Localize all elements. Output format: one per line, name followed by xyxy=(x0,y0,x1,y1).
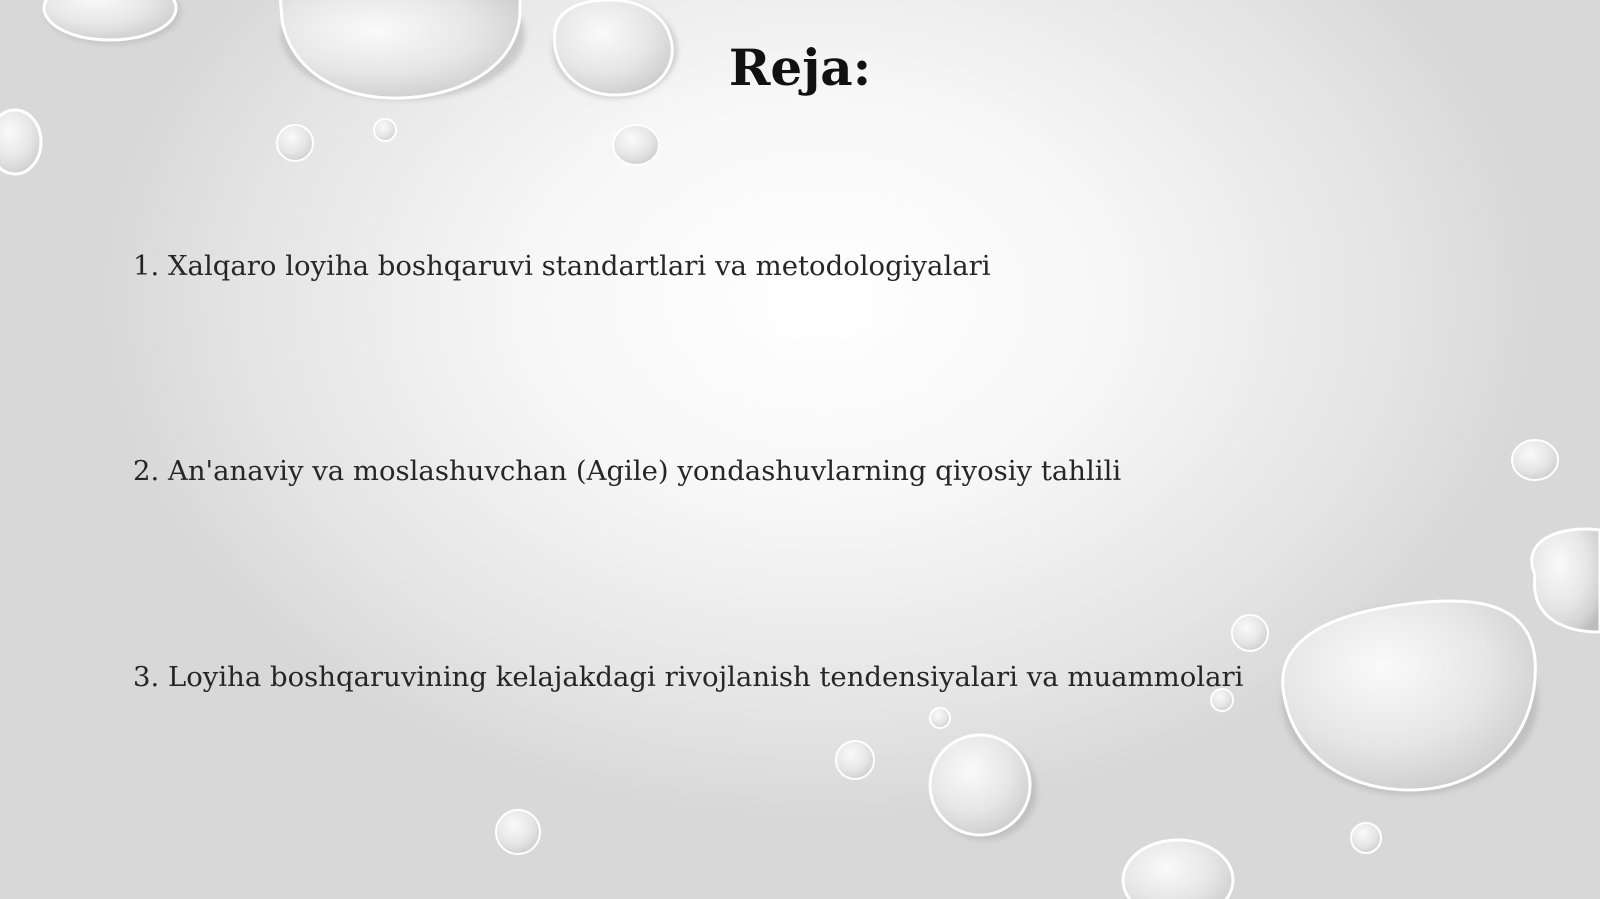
drop-bottom-2 xyxy=(836,741,874,779)
drop-right-2 xyxy=(1532,529,1600,632)
drop-right-1 xyxy=(1512,440,1558,480)
drop-right-5 xyxy=(1351,823,1381,853)
drop-top-left-4 xyxy=(0,110,41,174)
drop-right-large xyxy=(1282,601,1538,795)
plan-item-1: 1. Xalqaro loyiha boshqaruvi standartlari va metodologiyalari xyxy=(133,250,991,282)
plan-item-2: 2. An'anaviy va moslashuvchan (Agile) yondashuvlarning qiyosiy tahlili xyxy=(133,455,1122,487)
drop-top-left-6 xyxy=(374,119,396,141)
slide-title: Reja: xyxy=(728,38,872,97)
drop-top-left-5 xyxy=(277,125,313,161)
drop-bottom-5 xyxy=(1123,840,1233,899)
plan-item-3: 3. Loyiha boshqaruvining kelajakdagi rivojlanish tendensiyalari va muammolari xyxy=(133,661,1244,693)
drop-bottom-1 xyxy=(930,708,950,728)
drop-top-left-7 xyxy=(613,125,659,165)
drop-bottom-3 xyxy=(930,735,1037,840)
drop-right-3 xyxy=(1232,615,1268,651)
drop-bottom-4 xyxy=(496,810,540,854)
